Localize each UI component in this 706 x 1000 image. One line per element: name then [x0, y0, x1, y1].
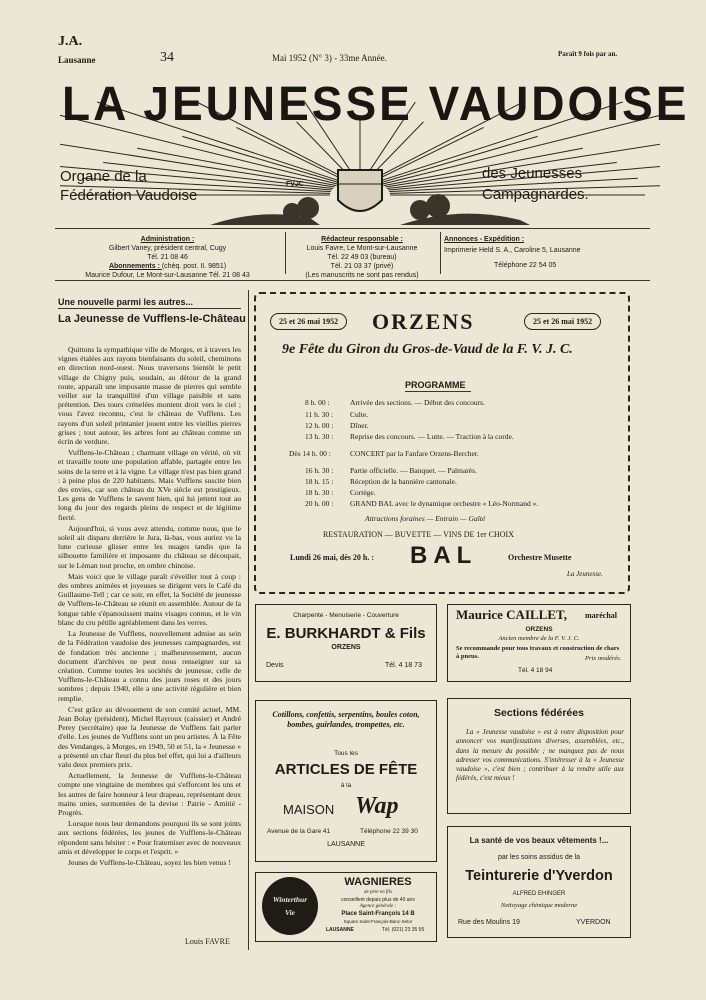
program-time: 20 h. 00 : [305, 499, 334, 508]
program-text: Culte. [350, 410, 369, 419]
program-time: 13 h. 30 : [305, 432, 334, 441]
event-date-left: 25 et 26 mai 1952 [270, 313, 347, 330]
wagnieres-l1: de père en fils [363, 890, 392, 895]
wagnieres-l5: Square Saint-François-Banc-Setor [343, 919, 413, 924]
winterthur-logo-icon [262, 877, 318, 935]
emblem-text: FVJC [286, 181, 304, 188]
yverdon-l2: par les soins assidus de la [497, 854, 581, 861]
subtitle-left-1: Organe de la [60, 168, 147, 185]
wagnieres-city: LAUSANNE [326, 927, 354, 933]
yverdon-owner: ALFRED EHINGER [512, 891, 566, 897]
ads-column: Annonces - Expédition : Imprimerie Held S. A., Caroline 5, Lausanne Téléphone 22 54 05 [444, 236, 581, 269]
burkhardt-name: E. BURKHARDT & Fils [266, 625, 426, 642]
subtitle-right-2: Campagnardes. [482, 186, 589, 203]
wap-main: ARTICLES DE FÊTE [274, 761, 418, 778]
yverdon-l1: La santé de vos beaux vêtements !... [469, 836, 609, 845]
bal-heading: BAL [410, 542, 478, 569]
city-label: Lausanne [58, 55, 96, 65]
wap-maison: MAISON [283, 802, 335, 817]
wap-a-la: à la [340, 782, 352, 789]
lundi-line: Lundi 26 mai, dès 20 h. : [290, 553, 375, 562]
program-time: 16 h. 30 : [305, 466, 334, 475]
services-line: RESTAURATION — BUVETTE — VINS DE 1er CHOIX [323, 530, 514, 539]
program-time: 18 h. 15 : [305, 477, 334, 486]
admin-column: Administration : Gilbert Vaney, président central, Cugy Tél. 21 08 46 Abonnements : (chèq. post. II. 9851) Maurice Dufour, Le Mont-sur-Lausanne Tél. 21 08 43 [85, 236, 250, 279]
burkhardt-tel: Tél. 4 18 73 [385, 662, 422, 669]
wagnieres-name: WAGNIERES [344, 876, 412, 888]
program-title: PROGRAMME [405, 380, 466, 390]
program-text: Partie officielle. — Banquet. — Palmarès. [350, 466, 477, 475]
frequency-label: Paraît 9 fois par an. [558, 50, 618, 58]
program-time: 18 h. 30 : [305, 488, 334, 497]
caillet-tel: Tél. 4 18 94 [518, 667, 553, 674]
caillet-prices: Prix modérés. [585, 655, 622, 662]
burkhardt-city: ORZENS [331, 644, 361, 651]
wagnieres-tel: Tél. (021) 23 35 55 [382, 927, 425, 933]
program-text: Arrivée des sections. — Début des concours. [350, 398, 485, 407]
yverdon-name: Teinturerie d'Yverdon [465, 868, 613, 884]
program-time: 11 h. 30 : [305, 410, 334, 419]
issue-date: Mai 1952 (N° 3) - 33me Année. [272, 53, 387, 63]
burkhardt-trades: Charpente - Menuiserie - Couverture [293, 612, 399, 619]
article-kicker: Une nouvelle parmi les autres... [58, 297, 194, 307]
wap-tel: Téléphone 22 39 30 [360, 828, 418, 835]
article-body: Quittons la sympathique ville de Morges, et à travers les vignes étalées aux rayons bienfaisants du soleil, cheminons en direction nord-ouest. Nous traversons bientôt le petit village de Chigny puis, soudain, au détour de la grand route, apparaît une imposante masse de pierres qui semble veiller sur la tranquillité d'un village paisible et sans prétention. Des tours crénelées montent droit vers le ciel ; vous l'avez reconnu, c'est le château de Vufflens. Les rayons d'un soleil printanier jouent entre les vieilles pierres grises ; tout autour, les arbres font au château comme un écrin de verdure. Vufflens-le-Château ; charmant village en vérité, où vit et travaille toute une population affable, partagée entre les soins de la terre et à la vigne. Le village n'est pas bien grand : à peine plus de 220 habitants. Mais Vufflens suscite bien des envies, car son château du XVe siècle est prestigieux. Les gens de Vufflens le savent bien, qui lui jettent tout au long du jour des regards pleins de respect et de légitime fierté. Aujourd'hui, si vous avez attendu, comme nous, que le soleil ait disparu derrière le Jura, là-bas, vous auriez vu la lune curieuse glisser entre les nuages tandis que la silhouette familière et imposante du château se découpait, sur le Léman tout proche, en ombre chinoise. Mais voici que le village paraît s'éveiller tout à coup : des ombres animées et joyeuses se dirigent vers le Café du Guillaume-Tell ; car ce soir, en effet, la Société de jeunesse de Vufflens-le-Château se réunit en assemblée. Autour de la longue table s'épanouissent mains visages connus, et le vin blanc du cru pétille agréablement dans les verres. La Jeunesse de Vufflens, nouvellement admise au sein de la Fédération vaudoise des jeunesses campagnardes, est de fondation très ancienne ; malheureusement, aucun document d'archives ne peut nous renseigner sur sa création. Comme toutes les sociétés de jeunesse, celle de Vufflens-le-Château a connu des jours roses et des jours sombres ; depuis 1940, elle a une activité régulière et bien remplie. C'est grâce au dévouement de son comité actuel, MM. Jean Bolay (président), Michel Rayroux (caissier) et André Perey (secrétaire) que la Jeunesse de Vufflens fait parler d'elle. Les jeunes de Vufflens sont un peu artistes. À la Fête des Vendanges, à Morges, en 1949, 50 et 51, la « Jeunesse » a présenté un char fleuri du plus bel effet, qui lui a d'ailleurs valu deux premiers prix. Actuellement, la Jeunesse de Vufflens-le-Château compte une vingtaine de membres qui s'efforcent les uns et les autres de faire honneur à leur drapeau, représentant deux mains unies, surmontées de la devise : Patrie - Amitié - Progrès. Lorsque nous leur demandons pourquoi ils se sont joints aux sections fédérées, les jeunes de Vufflens-le-Château répondent sans hésiter : « Pour fraterniser avec de nouveaux amis et développer le corps et l'esprit. » Jeunes de Vufflens-le-Château, soyez les bien venus ! [58, 345, 241, 867]
event-place: ORZENS [372, 309, 475, 334]
program-time: Dès 14 h. 00 : [289, 449, 331, 458]
yverdon-city: YVERDON [576, 919, 611, 926]
wap-brand: Wap [355, 793, 399, 819]
wap-city: LAUSANNE [327, 841, 365, 848]
orchestre-line: Orchestre Musette [508, 553, 572, 562]
program-time: 8 h. 00 : [305, 398, 330, 407]
newspaper-title: LA JEUNESSE VAUDOISE [62, 75, 690, 131]
winterthur-logo-text: Winterthur [272, 895, 308, 904]
wagnieres-l4: Place Saint-François 14 B [341, 911, 415, 917]
event-credit: La Jeunesse. [567, 570, 603, 578]
wap-items: Cotillons, confettis, serpentins, boules coton, bombes, guirlandes, trompettes, etc. [272, 710, 420, 729]
wagnieres-l2: conseillent depuis plus de 40 ans [341, 897, 415, 903]
article-signature: Louis FAVRE [185, 937, 230, 946]
event-subtitle: 9e Fête du Giron du Gros-de-Vaud de la F. V. J. C. [282, 342, 573, 357]
wap-address: Avenue de la Gare 41 [267, 828, 331, 835]
program-text: Cortège. [350, 488, 376, 497]
program-text: GRAND BAL avec le dynamique orchestre « Léo-Normand ». [350, 499, 539, 508]
ja-mark: J.A. [58, 34, 83, 49]
fvjc-shield-icon [338, 170, 382, 211]
burkhardt-devis: Devis [266, 662, 284, 669]
attractions-line: Attractions foraines — Entrain — Gaîté [365, 514, 486, 523]
program-text: Réception de la bannière cantonale. [350, 477, 457, 486]
page-number: 34 [160, 50, 174, 65]
caillet-member: Ancien membre de la F. V. J. C. [498, 635, 580, 642]
program-text: Reprise des concours. — Lutte. — Traction à la corde. [350, 432, 514, 441]
yverdon-l3: Nettoyage chimique moderne [500, 902, 578, 909]
subtitle-right-1: des Jeunesses [482, 165, 583, 182]
rule-top [55, 228, 650, 229]
winterthur-logo-sub: Vie [284, 908, 295, 917]
caillet-trade: maréchal [585, 611, 617, 620]
editor-column: Rédacteur responsable : Louis Favre, Le Mont-sur-Lausanne Tél. 22 49 03 (bureau) Tél. 21 03 37 (privé) (Les manuscrits ne sont pas rendus) [305, 236, 419, 279]
program-time: 12 h. 00 : [305, 421, 334, 430]
caillet-name: Maurice CAILLET, [456, 607, 567, 622]
program-text: CONCERT par la Fanfare Orzens-Bercher. [350, 449, 479, 458]
rule-bottom [55, 280, 650, 281]
sections-text: La « Jeunesse vaudoise » est à votre disposition pour annoncer vos manifestations diverses, assemblées, etc., dans la mesure du possible ; ne manquez pas de nous adresser vos communications. S'intéresser à la « Jeunesse vaudoise », c'est bien ; contribuer à la rendre utile aux fédérés, c'est mieux ! [456, 728, 624, 783]
event-date-right: 25 et 26 mai 1952 [524, 313, 601, 330]
sections-title: Sections fédérées [494, 707, 584, 719]
wagnieres-l3: Agence générale : [359, 904, 397, 909]
wap-tous: Tous les [334, 750, 358, 757]
subtitle-left-2: Fédération Vaudoise [60, 187, 198, 204]
yverdon-address: Rue des Moulins 19 [458, 919, 520, 926]
caillet-city: ORZENS [525, 626, 553, 633]
article-title: La Jeunesse de Vufflens-le-Château [58, 313, 246, 325]
caillet-text: Se recommande pour tous travaux et construction de chars à pneus. [456, 645, 620, 660]
program-text: Dîner. [350, 421, 369, 430]
